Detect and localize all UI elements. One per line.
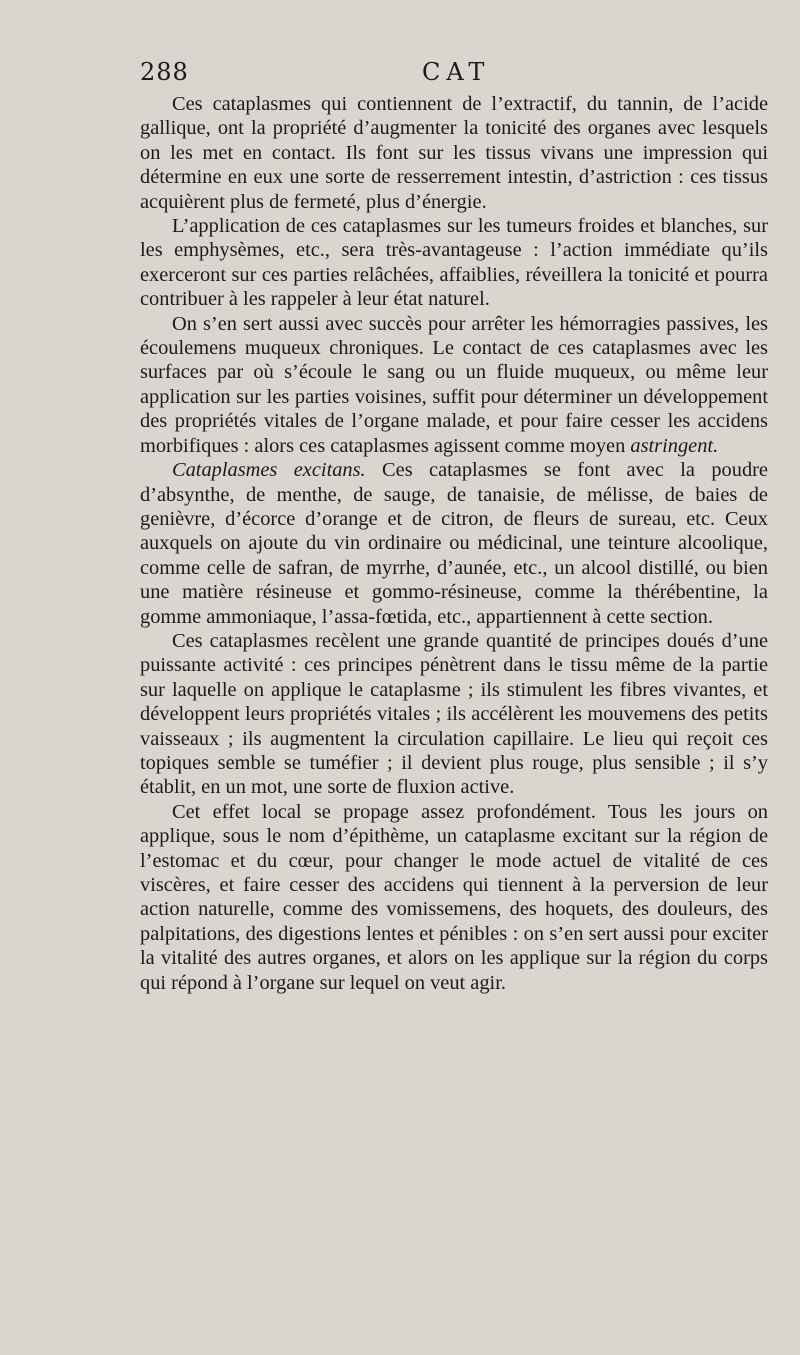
paragraph-6: Cet effet local se propage assez profondément. Tous les jours on applique, sous le nom d’épithème, un cataplasme excitant sur la région de l’estomac et du cœur, pour changer le mode actuel de vitalité de ces viscères, et faire cesser des accidens qui tiennent à la perversion de leur action naturelle, comme des vomissemens, des hoquets, des douleurs, des palpitations, des digestions lentes et pénibles : on s’en sert aussi pour exciter la vitalité des autres organes, et alors on les applique sur la région du corps qui répond à l’organe sur lequel on veut agir. <box>140 800 768 994</box>
paragraph-3: On s’en sert aussi avec succès pour arrêter les hémorragies passives, les écoulemens muqueux chroniques. Le contact de ces cataplasmes avec les surfaces par où s’écoule le sang ou un fluide muqueux, ou même leur application sur les parties voisines, suffit pour déterminer un développement des propriétés vitales de l’organe malade, et pour faire cesser les accidens morbifiques : alors ces cataplasmes agissent comme moyen astringent. <box>140 312 768 457</box>
page-number: 288 <box>140 58 189 86</box>
paragraph-5: Ces cataplasmes recèlent une grande quantité de principes doués d’une puissante activité : ces principes pénètrent dans le tissu même de la partie sur laquelle on applique le cataplasme ; ils stimulent les fibres vivantes, et développent leurs propriétés vitales ; ils accélèrent les mouvemens des petits vaisseaux ; ils augmentent la circulation capillaire. Le lieu qui reçoit ces topiques semble se tuméfier ; il devient plus rouge, plus sensible ; il s’y établit, en un mot, une sorte de fluxion active. <box>140 629 768 799</box>
page-header <box>140 58 760 92</box>
paragraph-2: L’application de ces cataplasmes sur les tumeurs froides et blanches, sur les emphysèmes, etc., sera très-avantageuse : l’action immédiate qu’ils exerceront sur ces parties relâchées, affaiblies, réveillera la tonicité et pourra contribuer à les rappeler à leur état naturel. <box>140 215 768 311</box>
running-head: CAT <box>422 58 491 86</box>
body-text <box>140 92 768 995</box>
paragraph-1: Ces cataplasmes qui contiennent de l’extractif, du tannin, de l’acide gallique, ont la propriété d’augmenter la tonicité des organes avec lesquels on les met en contact. Ils font sur les tissus vivans une impression qui détermine en eux une sorte de resserrement intestin, d’astriction : ces tissus acquièrent plus de fermeté, plus d’énergie. <box>140 93 768 213</box>
paragraph-4: Cataplasmes excitans. Ces cataplasmes se font avec la poudre d’absynthe, de menthe, de sauge, de tanaisie, de mélisse, de baies de genièvre, d’écorce d’orange et de citron, de fleurs de sureau, etc. Ceux auxquels on ajoute du vin ordinaire ou médicinal, une teinture alcoolique, comme celle de safran, de myrrhe, d’aunée, etc., un alcool distillé, ou bien une matière résineuse et gommo-résineuse, comme la thérébentine, la gomme ammoniaque, l’assa-fœtida, etc., appartiennent à cette section. <box>140 459 768 628</box>
italic-term: astringent. <box>630 434 719 457</box>
section-heading: Cataplasmes excitans. <box>172 459 366 482</box>
